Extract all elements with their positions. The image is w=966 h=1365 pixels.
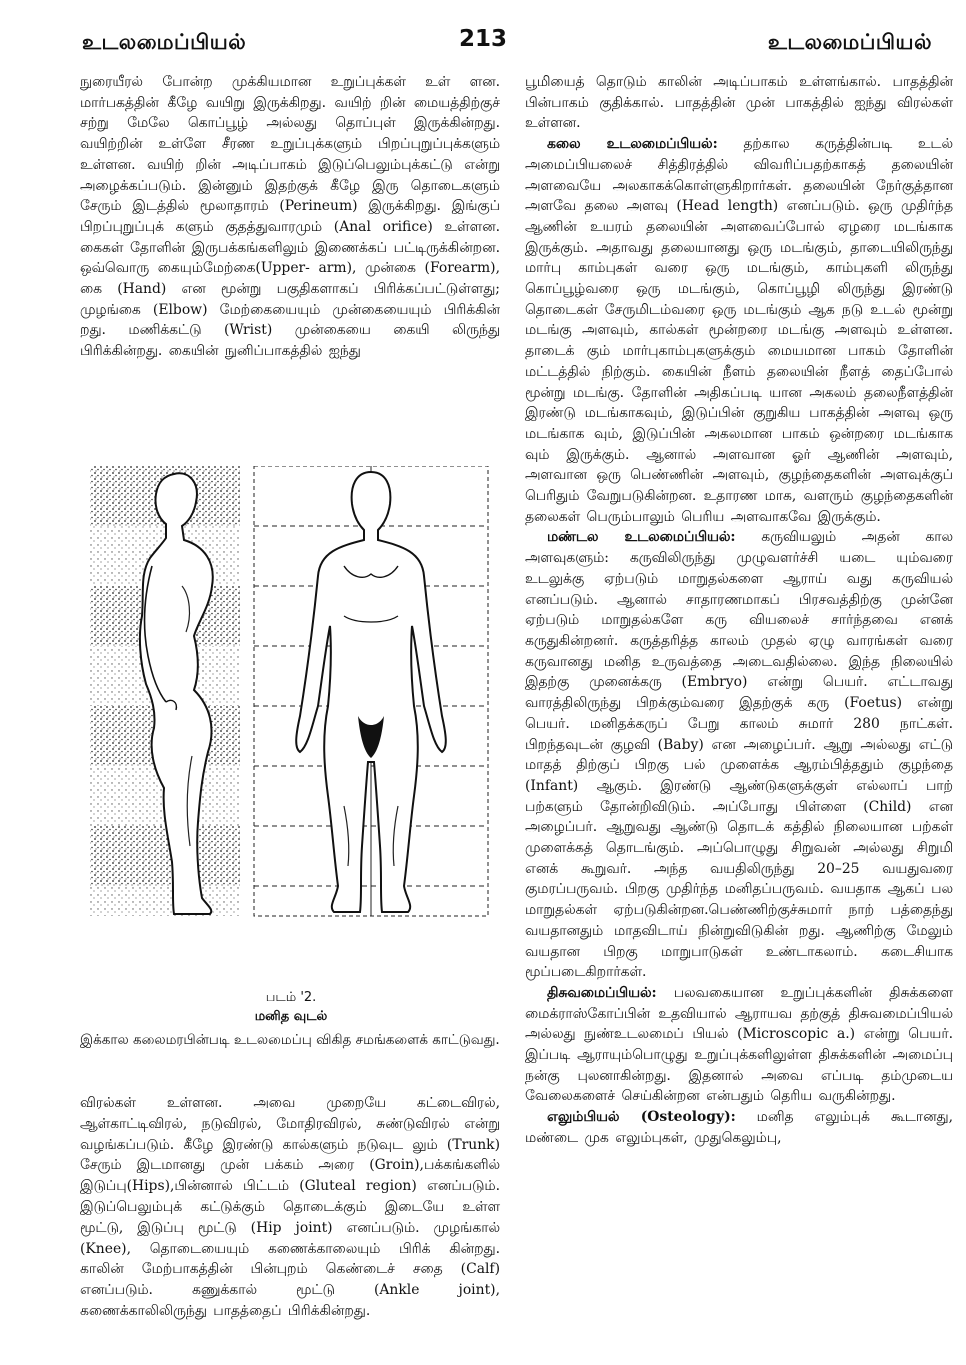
right-paragraph-2-text: தற்கால கருத்தின்படி உடல் அமைப்பியலைச் சித்திரத்தில் விவரிப்பதற்காகத் தலையின் அளவையே அலகாகக்கொள்ளுகிறார்கள். தலையின் நேர்குத்தான அளவே தலை அளவு (Head length) எனப்படும். ஒரு முதிர்ந்த ஆணின் உயரம் தலையின் அளவைப்போல் ஏழரை மடங்காக இருக்கும். அதாவது தலையானது ஒரு மடங்கும், தாடையிலிருந்து மார்பு காம்புகள் வரை ஒரு மடங்கும், காம்புகளி லிருந்து கொப்பூழ்வரை ஒரு மடங்கும், கொப்பூழி லிருந்து இரண்டு தொடைகள் சேருமிடம்வரை ஒரு மடங்கும் ஆக நடு உடல் மூன்று மடங்கு அளவும், கால்கள் மூன்றரை மடங்கு அளவும் உள்ளன. தாடைக் கும் மார்புகாம்புகளுக்கும் மையமான பாகம் தோளின் மட்டத்தில் நிற்கும். கையின் நீளம் தலையின் நீளத் தைப்போல் மூன்று மடங்கு. தோளின் அதிகப்படி யான அகலம் தலைநீளத்தின் இரண்டு மடங்காகவும், இடுப்பின் குறுகிய பாகத்தின் அளவு ஒரு மடங்காக வும், இடுப்பின் அகலமான பாகம் ஒன்றரை மடங்காக வும் இருக்கும். ஆனால் அளவான ஓர் ஆணின் அளவும், அளவான ஒரு பெண்ணின் அளவும், குழந்தைகளின் அளவுக்குப் பெரிதும் வேறுபடுகின்றன. உதாரண மாக, வளரும் குழந்தைகளின் தலைகள் பெரும்பாலும் பெரிய அளவாகவே இருக்கும். xyxy=(525,136,954,525)
term-histology: திசுவமைப்பியல்: xyxy=(547,984,657,1001)
term-art-anatomy: கலை உடலமைப்பியல்: xyxy=(547,136,718,153)
right-paragraph-4-text: பலவகையான உறுப்புக்களின் திசுக்களை மைக்ராஸ்கோப்பின் உதவியால் ஆராயவ தற்குத் திசுவமைப்பியல் அல்லது நுண்உடலமைப் பியல் (Microscopic a.) என்று பெயர். இப்படி ஆராயும்பொழுது உறுப்புக்களிலுள்ள திசுக்களின் அமைப்பு நன்கு புலனாகின்றது. இதனால் அவை எப்படி தம்முடைய வேலைகளைச் செய்கின்றன என்பதும் தெரிய வருகின்றது. xyxy=(525,984,953,1105)
figure-number: படம் '2. xyxy=(265,990,317,1005)
figure-human-body xyxy=(82,466,500,1024)
running-title-right: உடலமைப்பியல் xyxy=(767,30,932,54)
side-view-panel xyxy=(90,466,240,916)
running-title-left: உடலமைப்பியல் xyxy=(82,30,247,54)
page-header xyxy=(0,0,966,58)
page-number: 213 xyxy=(458,26,507,52)
right-paragraph-1: பூமியைத் தொடும் காலின் அடிப்பாகம் உள்ளங்கால். பாதத்தின் பின்பாகம் குதிக்கால். பாதத்தின் முன் பாகத்தில் ஐந்து விரல்கள் உள்ளன. xyxy=(525,74,953,132)
left-paragraph-bottom: விரல்கள் உள்ளன. அவை முறையே கட்டைவிரல், ஆள்காட்டிவிரல், நடுவிரல், மோதிரவிரல், சுண்டுவிரல் என்று வழங்கப்படும். கீழே இரண்டு கால்களும் நடுவுட லும் (Trunk) சேரும் இடமானது முன் பக்கம் அரை (Groin),பக்கங்களில் இடுப்பு(Hips),பின்னால் பிட்டம் (Gluteal region) எனப்படும். இடுப்பெலும்புக் கட்டுக்கும் தொடைக்கும் இடையே உள்ள மூட்டு, இடுப்பு மூட்டு (Hip joint) எனப்படும். முழங்கால் (Knee), தொடையையும் கணைக்காலையும் பிரிக் கின்றது. காலின் மேற்பாகத்தின் பின்புறம் கெண்டைச் சதை (Calf) எனப்படும். கணுக்கால் மூட்டு (Ankle joint), கணைக்காலிலிருந்து பாதத்தைப் பிரிக்கின்றது. xyxy=(80,1095,500,1319)
right-column xyxy=(525,72,953,1149)
front-view-panel xyxy=(254,466,488,916)
right-paragraph-4 xyxy=(525,983,953,1107)
left-column-bottom xyxy=(80,1093,500,1322)
right-paragraph-5-text: மனித எலும்புக் கூடானது, மண்டை முக எலும்புகள், முதுகெலும்பு, xyxy=(525,1109,953,1146)
term-regional-anatomy: மண்டல உடலமைப்பியல்: xyxy=(547,529,736,546)
human-body-illustration xyxy=(82,466,500,986)
left-column-top xyxy=(80,72,500,362)
figure-caption: இக்கால கலைமரபின்படி உடலமைப்பு விகித சமங்களைக் காட்டுவது. xyxy=(80,1032,500,1048)
right-paragraph-3 xyxy=(525,527,953,982)
left-paragraph-top: நுரையீரல் போன்ற முக்கியமான உறுப்புக்கள் உள் ளன. மார்பகத்தின் கீழே வயிறு இருக்கிறது. வயிற் றின் மையத்திற்குச் சற்று மேலே கொப்பூழ் அல்லது தொப்புள் இருக்கின்றது. வயிற்றின் உள்ளே சீரண உறுப்புக்களும் பிறப்புறுப்புக்களும் உள்ளன. வயிற் றின் அடிப்பாகம் இடுப்பெலும்புக்கட்டு என்று அழைக்கப்படும். இன்னும் இதற்குக் கீழே இரு தொடைகளும் சேரும் இடத்தில் மூலாதாரம் (Perineum) இருக்கிறது. இங்குப் பிறப்புறுப்புக் களும் குதத்துவாரமும் (Anal orifice) உள்ளன. கைகள் தோளின் இருபக்கங்களிலும் இணைக்கப் பட்டிருக்கின்றன. ஒவ்வொரு கையும்மேற்கை(Upper- arm), முன்கை (Forearm), கை (Hand) என மூன்று பகுதிகளாகப் பிரிக்கப்பட்டுள்ளது; முழங்கை (Elbow) மேற்கையையும் முன்கையையும் பிரிக்கின் றது. மணிக்கட்டு (Wrist) முன்கையை கையி லிருந்து பிரிக்கின்றது. கையின் நுனிப்பாகத்தில் ஐந்து xyxy=(80,74,500,360)
figure-title: மனித வுடல் xyxy=(254,1009,328,1024)
term-osteology: எலும்பியல் (Osteology): xyxy=(547,1109,736,1126)
right-paragraph-3-text: கருவியலும் அதன் கால அளவுகளும்: கருவிலிருந்து முழுவளர்ச்சி யடை யும்வரை உடலுக்கு ஏற்படும் மாறுதல்களை ஆராய் வது கருவியல் எனப்படும். ஆனால் சாதாரணமாகப் பிரசவத்திற்கு முன்னே ஏற்படும் மாறுதல்களே கரு வியலைச் சார்ந்தவை எனக் கருதுகின்றனர். கருத்தரித்த காலம் முதல் ஏழு வாரங்கள் வரை கருவானது மனித உருவத்தை அடைவதில்லை. இந்த நிலையில் இதற்கு முனைக்கரு (Embryo) என்று பெயர். எட்டாவது வாரத்திலிருந்து பிறக்கும்வரை இதற்குக் கரு (Foetus) என்று பெயர். மனிதக்கருப் பேறு காலம் சுமார் 280 நாட்கள். பிறந்தவுடன் குழவி (Baby) என அழைப்பர். ஆறு அல்லது எட்டு மாதத் திற்குப் பிறகு பல் முளைக்க ஆரம்பித்ததும் குழந்தை (Infant) ஆகும். இரண்டு ஆண்டுகளுக்குள் எல்லாப் பாற் பற்களும் தோன்றிவிடும். அப்போது பிள்ளை (Child) என அழைப்பர். ஆறுவது ஆண்டு தொடக் கத்தில் நிலையான பற்கள் முளைக்கத் தொடங்கும். அப்பொழுது சிறுவன் அல்லது சிறுமி எனக் கூறுவர். அந்த வயதிலிருந்து 20–25 வயதுவரை குமரப்பருவம். பிறகு முதிர்ந்த மனிதப்பருவம். வயதாக ஆகப் பல மாறுதல்கள் ஏற்படுகின்றன.பெண்ணிற்குச்சுமார் நாற் பத்தைந்து வயதானதும் மாதவிடாய் நின்றுவிடுகின் றது. ஆணிற்கு மேலும் வயதான பிறகு மாறுபாடுகள் உண்டாகலாம். கடைசியாக மூப்படைகிறார்கள். xyxy=(525,529,954,981)
right-paragraph-5 xyxy=(525,1107,953,1148)
right-paragraph-2 xyxy=(525,134,953,527)
